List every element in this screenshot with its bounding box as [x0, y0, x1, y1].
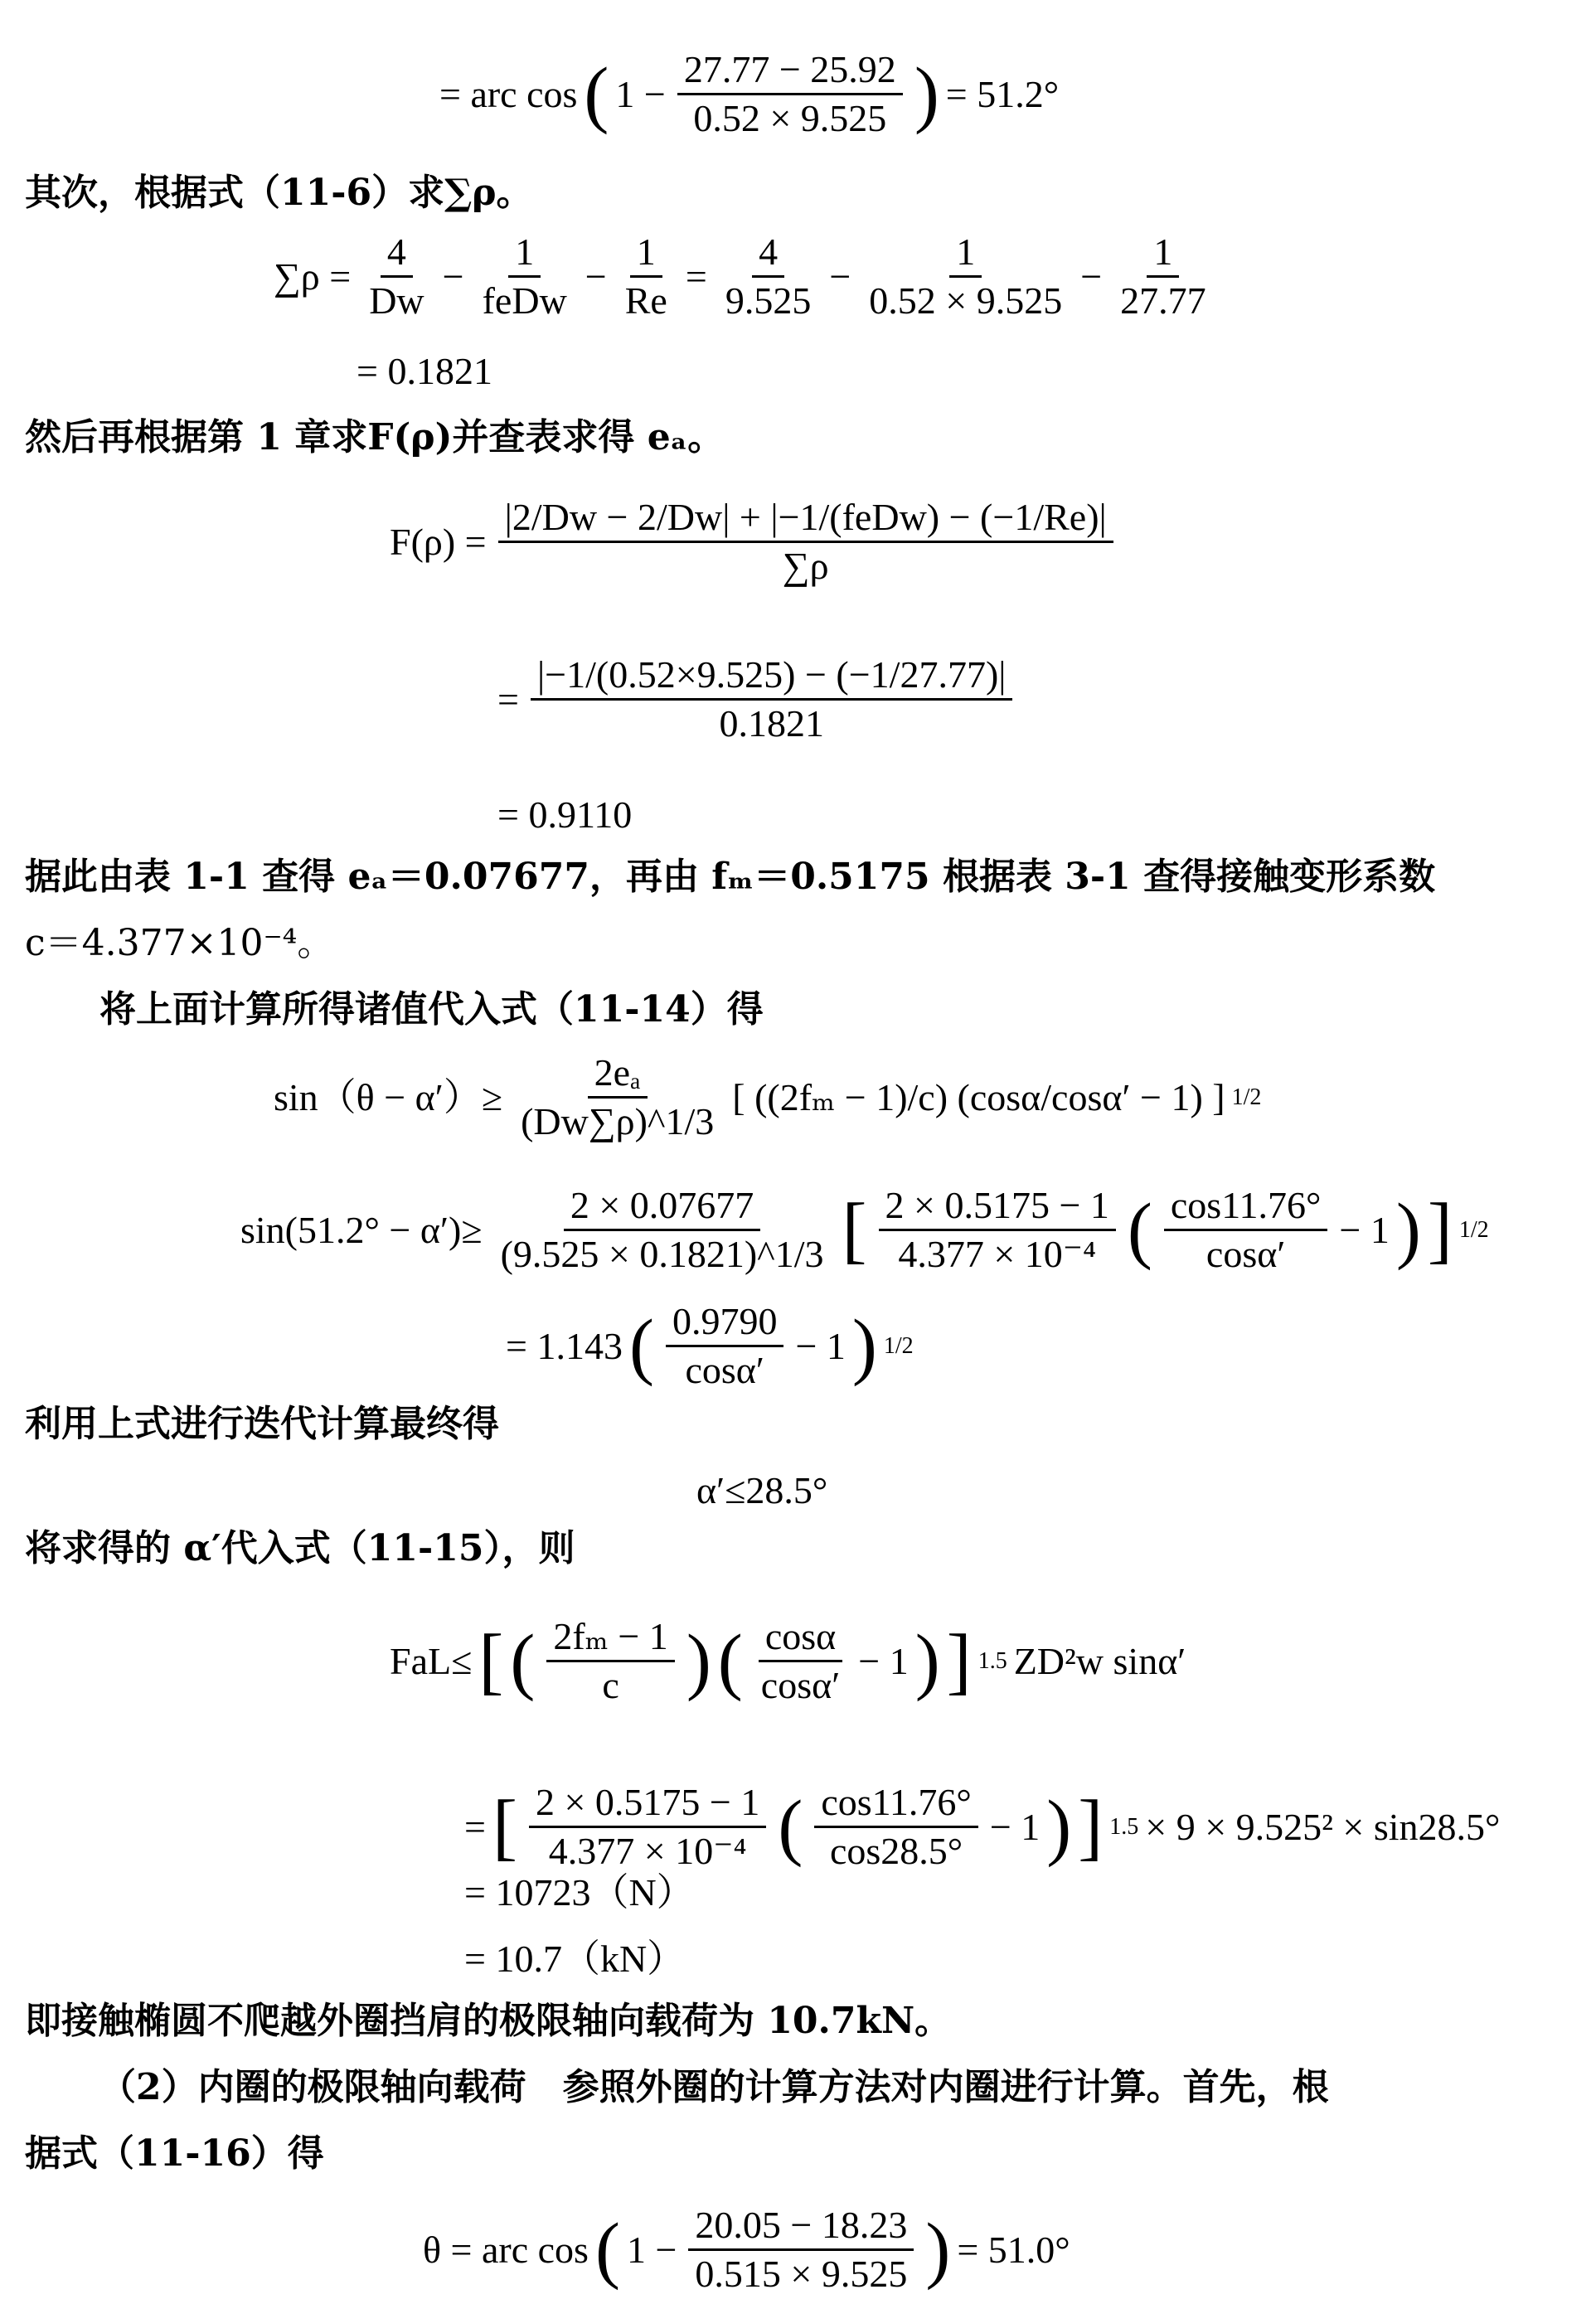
paragraph-lookup-1: 据此由表 1-1 查得 eₐ＝0.07677，再由 fₘ＝0.5175 根据表 3-1 查得接触变形系数 [25, 856, 1436, 898]
paragraph-then: 然后再根据第 1 章求F(ρ)并查表求得 eₐ。 [25, 416, 725, 458]
paragraph-inner-1: （2）内圈的极限轴向载荷 参照外圈的计算方法对内圈进行计算。首先，根 [99, 2066, 1329, 2108]
equation-alpha-limit: α′≤28.5° [696, 1469, 828, 1511]
equation-sum-rho-result: = 0.1821 [357, 350, 492, 392]
paragraph-substitute: 将上面计算所得诸值代入式（11-14）得 [99, 988, 764, 1031]
paragraph-conclusion: 即接触椭圆不爬越外圈挡肩的极限轴向载荷为 10.7kN。 [25, 2000, 952, 2042]
paragraph-alpha: 将求得的 α′代入式（11-15），则 [25, 1527, 575, 1569]
equation-fal-result-kn: = 10.7（kN） [464, 1938, 686, 1980]
equation-f-rho: F(ρ) = $\frac{\text{|2/Dw − 2/Dw| + |−1/(feDw) − (−1/Re)|}}{\sum\rho}$ [390, 497, 1118, 587]
equation-sin-general: sin（θ − α′）≥ $\frac{\text{2eₐ}}{(Dw\sum\rho)\^{}1/3}$ [ ((2fₘ − 1)/c) (cosα/cosα′ − 1) ] 1/2 [274, 1051, 1262, 1143]
equation-theta-inner: θ = arc cos ( 1 − $\frac{20.05 - 18.23}{0.515 \times 9.525}$ ) = 51.0° [423, 2204, 1070, 2296]
equation-fal-numeric: = [ $\frac{2 \times 0.5175 - 1}{\text{4.377 × 10⁻⁴}}$ ( $\frac{\cos 11.76^\circ}{\cos 28.5^\circ}$ − 1 ) ] 1.5 × 9 × 9.525² × sin28.5° [464, 1781, 1501, 1873]
equation-fal: FaL≤ [ ( $\frac{\text{2fₘ − 1}}{c}$ ) ( $\frac{\cos\alpha}{\cos\alpha'}$ − 1 ) ] 1.5 ZD²w sinα′ [390, 1615, 1186, 1707]
equation-sin-numeric: sin(51.2° − α′)≥ $\frac{2 \times 0.07677}{(9.525 \times 0.1821)\^{}1/3}$ [ $\frac{2 \times 0.5175 - 1}{\text{4.377 × 10⁻⁴}}$ ( $\frac{\cos 11.76^\circ}{\cos\alpha'}$ − 1 ) ] 1/2 [240, 1184, 1489, 1276]
paragraph-inner-2: 据式（11-16）得 [25, 2132, 324, 2175]
equation-theta-outer: = arc cos ( 1 − $\frac{27.77 - 25.92}{0.52 \times 9.525}$ ) = 51.2° [439, 48, 1060, 140]
paragraph-lookup-2: c＝4.377×10⁻⁴。 [25, 922, 334, 964]
fraction: $\frac{27.77 - 25.92}{0.52 \times 9.525}$ [677, 50, 903, 139]
equation-sum-rho: ∑ρ = $\frac{4}{Dw}$ − $\frac{1}{\text{feDw}}$ − $\frac{1}{Re}$ = $\frac{4}{9.525}$ − $\frac{1}{0.52 \times 9.525}$ − $\frac{1}{27.77}$ [274, 230, 1206, 323]
paragraph-next: 其次，根据式（11-6）求∑ρ。 [25, 172, 533, 214]
equation-f-rho-result: = 0.9110 [497, 793, 633, 836]
paragraph-iterate: 利用上式进行迭代计算最终得 [25, 1403, 499, 1445]
eq-lhs: = arc cos [439, 72, 578, 115]
equation-f-rho-numeric: = $\frac{|-1/(0.52\times 9.525) - (-1/27.77)|}{0.1821}$ [497, 655, 1017, 745]
equation-fal-result-n: = 10723（N） [464, 1871, 695, 1914]
equation-sin-result: = 1.143 ( $\frac{0.9790}{\cos\alpha'}$ − 1 ) 1/2 [506, 1300, 914, 1392]
